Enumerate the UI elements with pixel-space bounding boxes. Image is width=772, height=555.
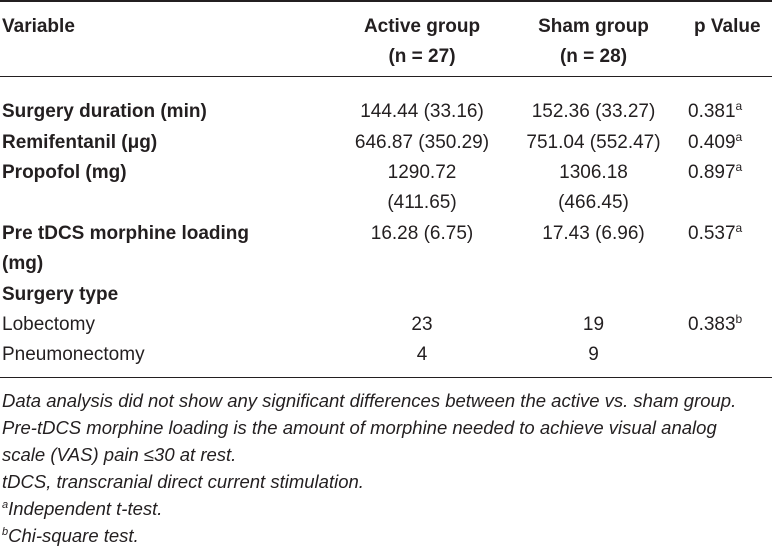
footnote-analysis: Data analysis did not show any significant differences between the active vs. sham group. xyxy=(2,390,737,411)
cell-sham-remifentanil: 751.04 (552.47) xyxy=(526,132,661,153)
footnote-definition-line2: scale (VAS) pain ≤30 at rest. xyxy=(2,444,237,465)
cell-active-remifentanil: 646.87 (350.29) xyxy=(354,132,490,153)
row-label-pneumonectomy: Pneumonectomy xyxy=(2,344,145,365)
row-label-remifentanil: Remifentanil (μg) xyxy=(2,132,158,153)
cell-active-propofol-mean: 1290.72 xyxy=(387,162,457,183)
row-label-propofol: Propofol (mg) xyxy=(2,162,127,183)
cell-active-propofol-sd: (411.65) xyxy=(387,192,457,213)
cell-active-surgery-duration: 144.44 (33.16) xyxy=(360,101,484,122)
row-label-surgery-type: Surgery type xyxy=(2,284,119,305)
header-variable: Variable xyxy=(2,16,75,37)
cell-p-surgery-duration: 0.381$^a$ xyxy=(688,99,743,122)
cell-active-morphine-loading: 16.28 (6.75) xyxy=(370,223,474,244)
footnote-abbreviation: tDCS, transcranial direct current stimulation. xyxy=(2,471,364,492)
table-top-rule xyxy=(0,0,772,2)
cell-active-pneumonectomy: 4 xyxy=(416,344,428,365)
header-rule xyxy=(0,76,772,77)
table-bottom-rule xyxy=(0,377,772,378)
header-active-n: (n = 27) xyxy=(388,46,456,67)
cell-sham-propofol-mean: 1306.18 xyxy=(559,162,628,183)
row-label-morphine-loading: Pre tDCS morphine loading xyxy=(2,223,250,244)
cell-p-lobectomy: 0.383$^b$ xyxy=(688,312,743,335)
header-sham-n: (n = 28) xyxy=(559,46,628,67)
cell-sham-lobectomy: 19 xyxy=(582,314,605,335)
row-label-morphine-loading-unit: (mg) xyxy=(2,253,44,274)
footnote-b: $^b$Chi-square test. xyxy=(2,525,139,546)
cell-sham-propofol-sd: (466.45) xyxy=(558,192,629,213)
cell-p-propofol: 0.897$^a$ xyxy=(688,160,743,183)
cell-p-morphine-loading: 0.537$^a$ xyxy=(688,221,743,244)
footnote-a: $^a$Independent t-test. xyxy=(2,498,163,519)
cell-sham-morphine-loading: 17.43 (6.96) xyxy=(542,223,645,244)
cell-active-lobectomy: 23 xyxy=(411,314,433,335)
header-active-group: Active group xyxy=(363,16,481,37)
row-label-surgery-duration: Surgery duration (min) xyxy=(2,101,207,122)
cell-p-remifentanil: 0.409$^a$ xyxy=(688,130,743,153)
footnote-definition-line1: Pre-tDCS morphine loading is the amount of morphine needed to achieve visual analog xyxy=(2,417,717,438)
header-sham-group: Sham group xyxy=(538,16,649,37)
header-p-value: p Value xyxy=(694,16,761,37)
cell-sham-pneumonectomy: 9 xyxy=(588,344,599,365)
row-label-lobectomy: Lobectomy xyxy=(2,314,95,335)
cell-sham-surgery-duration: 152.36 (33.27) xyxy=(531,101,656,122)
